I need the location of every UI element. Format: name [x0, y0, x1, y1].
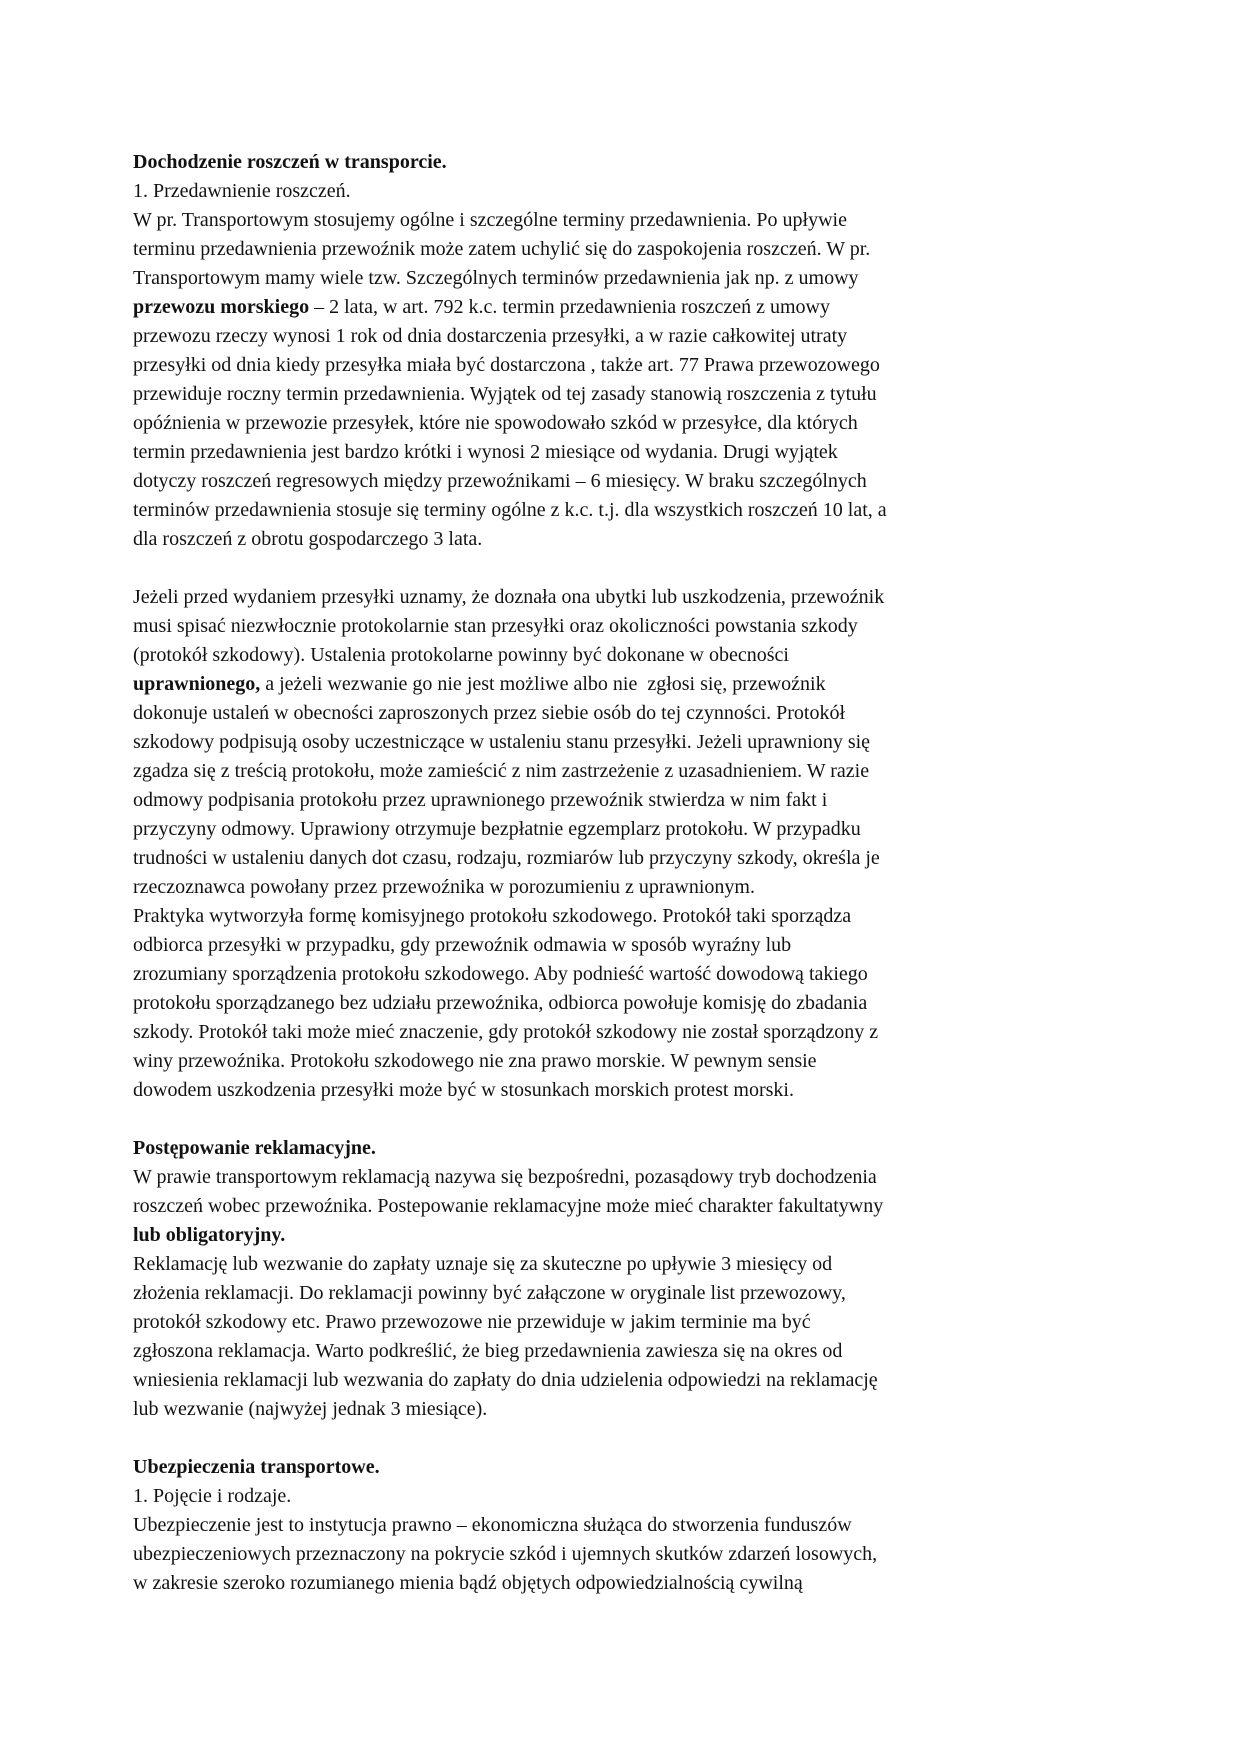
text-line: wniesienia reklamacji lub wezwania do zapłaty do dnia udzielenia odpowiedzi na reklamację	[133, 1369, 878, 1391]
text-line: zgadza się z treścią protokołu, może zamieścić z nim zastrzeżenie z uzasadnieniem. W razie	[133, 760, 870, 782]
text-line	[133, 670, 1125, 699]
blank-line	[133, 554, 1125, 583]
text-line: ubezpieczeniowych przeznaczony na pokrycie szkód i ujemnych skutków zdarzeń losowych,	[133, 1543, 878, 1565]
text-line: przewozu rzeczy wynosi 1 rok od dnia dostarczenia przesyłki, a w razie całkowitej utraty	[133, 325, 848, 347]
text-line: Ubezpieczenie jest to instytucja prawno – ekonomiczna służąca do stworzenia funduszów	[133, 1514, 852, 1536]
text-line: protokołu sporządzanego bez udziału przewoźnika, odbiorca powołuje komisję do zbadania	[133, 992, 868, 1014]
bold-text: przewozu morskiego	[133, 296, 310, 318]
text-line: dotyczy roszczeń regresowych między przewoźnikami – 6 miesięcy. W braku szczególnych	[133, 470, 867, 492]
text-line: dokonuje ustaleń w obecności zaproszonych przez siebie osób do tej czynności. Protokół	[133, 702, 846, 724]
text-line: protokół szkodowy etc. Prawo przewozowe nie przewiduje w jakim terminie ma być	[133, 1311, 811, 1333]
text-line: Transportowym mamy wiele tzw. Szczególnych terminów przedawnienia jak np. z umowy	[133, 267, 859, 289]
text-line: w zakresie szeroko rozumianego mienia bądź objętych odpowiedzialnością cywilną	[133, 1572, 803, 1594]
text-line: (protokół szkodowy). Ustalenia protokolarne powinny być dokonane w obecności	[133, 644, 789, 666]
text-line	[133, 1221, 1125, 1250]
text-line: dla roszczeń z obrotu gospodarczego 3 lata.	[133, 528, 483, 550]
text-line: przewiduje roczny termin przedawnienia. Wyjątek od tej zasady stanowią roszczenia z tytułu	[133, 383, 877, 405]
text-line: rzeczoznawca powołany przez przewoźnika w porozumieniu z uprawnionym.	[133, 876, 755, 898]
text-line: zgłoszona reklamacja. Warto podkreślić, że bieg przedawnienia zawiesza się na okres od	[133, 1340, 843, 1362]
text-line: Jeżeli przed wydaniem przesyłki uznamy, że doznała ona ubytki lub uszkodzenia, przewoźnik	[133, 586, 885, 608]
regular-text: – 2 lata, w art. 792 k.c. termin przedawnienia roszczeń z umowy	[309, 296, 830, 318]
blank-line	[133, 1424, 1125, 1453]
text-line: szkody. Protokół taki może mieć znaczenie, gdy protokół szkodowy nie został sporządzony z	[133, 1021, 879, 1043]
section-heading: Dochodzenie roszczeń w transporcie.	[133, 151, 447, 173]
text-line: dowodem uszkodzenia przesyłki może być w stosunkach morskich protest morski.	[133, 1079, 794, 1101]
text-line: odmowy podpisania protokołu przez uprawnionego przewoźnik stwierdza w nim fakt i	[133, 789, 828, 811]
text-line: złożenia reklamacji. Do reklamacji powinny być załączone w oryginale list przewozowy,	[133, 1282, 846, 1304]
section-heading: Postępowanie reklamacyjne.	[133, 1137, 376, 1159]
text-line: 1. Pojęcie i rodzaje.	[133, 1485, 292, 1507]
text-line	[133, 293, 1125, 322]
text-line: W pr. Transportowym stosujemy ogólne i szczególne terminy przedawnienia. Po upływie	[133, 209, 847, 231]
text-line: przesyłki od dnia kiedy przesyłka miała być dostarczona , także art. 77 Prawa przewozowego	[133, 354, 880, 376]
text-line: Praktyka wytworzyła formę komisyjnego protokołu szkodowego. Protokół taki sporządza	[133, 905, 852, 927]
bold-text: uprawnionego,	[133, 673, 261, 695]
text-line: roszczeń wobec przewoźnika. Postepowanie reklamacyjne może mieć charakter fakultatywny	[133, 1195, 884, 1217]
text-line: opóźnienia w przewozie przesyłek, które nie spowodowało szkód w przesyłce, dla których	[133, 412, 858, 434]
text-line: odbiorca przesyłki w przypadku, gdy przewoźnik odmawia w sposób wyraźny lub	[133, 934, 792, 956]
text-line: musi spisać niezwłocznie protokolarnie stan przesyłki oraz okoliczności powstania szkody	[133, 615, 858, 637]
text-line: Reklamację lub wezwanie do zapłaty uznaje się za skuteczne po upływie 3 miesięcy od	[133, 1253, 833, 1275]
text-line: lub wezwanie (najwyżej jednak 3 miesiące).	[133, 1398, 488, 1420]
document-body	[133, 148, 1125, 1598]
text-line: zrozumiany sporządzenia protokołu szkodowego. Aby podnieść wartość dowodową takiego	[133, 963, 868, 985]
text-line: terminu przedawnienia przewoźnik może zatem uchylić się do zaspokojenia roszczeń. W pr.	[133, 238, 871, 260]
bold-text: lub obligatoryjny.	[133, 1224, 286, 1246]
section-heading: Ubezpieczenia transportowe.	[133, 1456, 380, 1478]
text-line: szkodowy podpisują osoby uczestniczące w ustaleniu stanu przesyłki. Jeżeli uprawniony się	[133, 731, 871, 753]
regular-text: a jeżeli wezwanie go nie jest możliwe albo nie zgłosi się, przewoźnik	[260, 673, 826, 695]
text-line: winy przewoźnika. Protokołu szkodowego nie zna prawo morskie. W pewnym sensie	[133, 1050, 817, 1072]
text-line: przyczyny odmowy. Uprawiony otrzymuje bezpłatnie egzemplarz protokołu. W przypadku	[133, 818, 861, 840]
text-line: W prawie transportowym reklamacją nazywa się bezpośredni, pozasądowy tryb dochodzenia	[133, 1166, 877, 1188]
blank-line	[133, 1105, 1125, 1134]
text-line: 1. Przedawnienie roszczeń.	[133, 180, 351, 202]
text-line: terminów przedawnienia stosuje się terminy ogólne z k.c. t.j. dla wszystkich roszczeń 10 lat, a	[133, 499, 887, 521]
text-line: trudności w ustaleniu danych dot czasu, rodzaju, rozmiarów lub przyczyny szkody, określa je	[133, 847, 880, 869]
text-line: termin przedawnienia jest bardzo krótki i wynosi 2 miesiące od wydania. Drugi wyjątek	[133, 441, 838, 463]
